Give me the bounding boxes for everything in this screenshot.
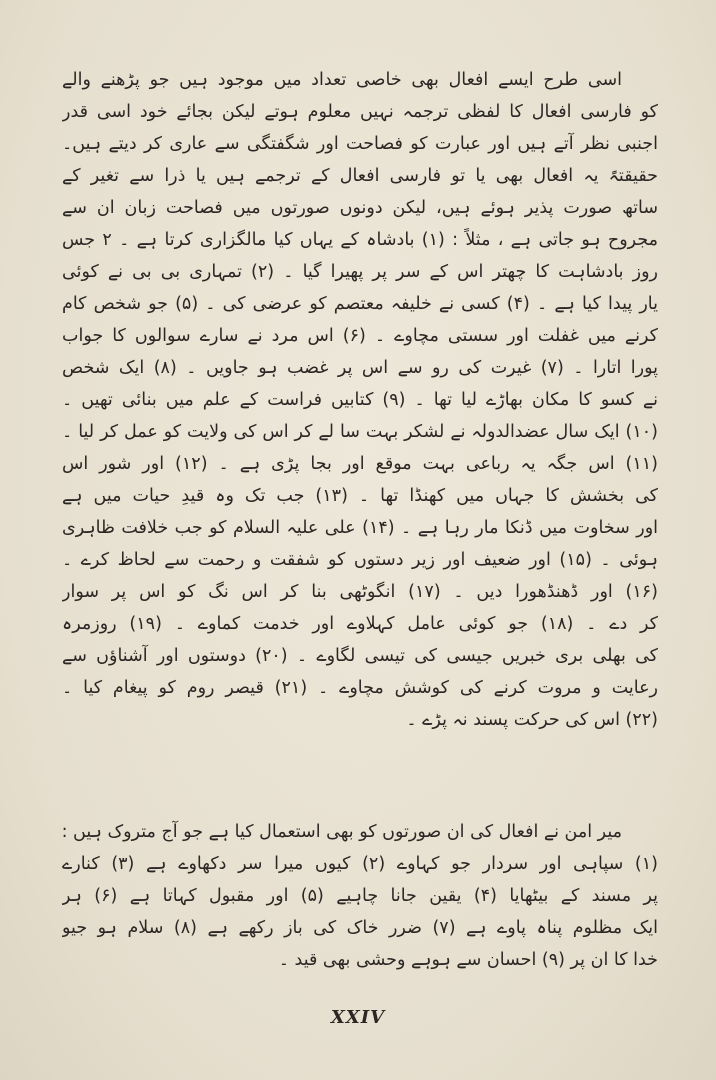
text-line: اور سخاوت میں ڈنکا مار رہا ہے ۔ (۱۴) علی علیہ السلام کو جب خلافت ظاہری	[62, 518, 658, 538]
text-line: کر دے ۔ (۱۸) جو کوئی عامل کہلاوے اور خدمت کماوے ۔ (۱۹) روزمرہ	[62, 614, 658, 634]
text-line: ہوئی ۔ (۱۵) اور ضعیف اور زیر دستوں کو شفقت و رحمت سے لحاظ کرے ۔	[62, 550, 658, 570]
page-number: XXIV	[330, 1007, 386, 1028]
text-line: یار پیدا کیا ہے ۔ (۴) کسی نے خلیفہ معتصم کو عرضی کی ۔ (۵) جو شخص کام	[62, 294, 658, 314]
text-line: روز بادشاہت کا چھتر اس کے سر پر پھیرا گیا ۔ (۲) تمہاری بی بی نے کوئی	[62, 262, 658, 282]
paragraph-1	[62, 64, 658, 736]
text-line: میر امن نے افعال کی ان صورتوں کو بھی استعمال کیا ہے جو آج متروک ہیں :	[62, 822, 622, 842]
text-line: کی بھلی بری خبریں جیسی کی تیسی لگاوے ۔ (۲۰) دوستوں اور آشناؤں سے	[62, 646, 658, 666]
text-line: کرنے میں غفلت اور سستی مچاوے ۔ (۶) اس مرد نے سارے سوالوں کا جواب	[62, 326, 658, 346]
text-line: کی بخشش کا جہاں میں کھنڈا تھا ۔ (۱۳) جب تک وہ قیدِ حیات میں ہے	[62, 486, 658, 506]
text-line: رعایت و مروت کرنے کی کوشش مچاوے ۔ (۲۱) قیصر روم کو پیغام کیا ۔	[62, 678, 658, 698]
text-line: حقیقتہً یہ افعال بھی یا تو فارسی افعال کے ترجمے ہیں یا ذرا سے تغیر کے	[62, 166, 658, 186]
text-line: (۱) سپاہی اور سردار جو کہاوے (۲) کیوں میرا سر دکھاوے ہے (۳) کنارے	[62, 854, 658, 874]
text-line: (۲۲) اس کی حرکت پسند نہ پڑے ۔	[406, 710, 658, 730]
paragraph-2	[62, 816, 658, 976]
text-line: مجروح ہو جاتی ہے ، مثلاً : (۱) بادشاہ کے یہاں کیا مالگزاری کرتا ہے ۔ ۲ جس	[62, 230, 658, 250]
text-line: اجنبی نظر آتے ہیں اور عبارت کو فصاحت اور شگفتگی سے عاری کر دیتے ہیں۔	[62, 134, 658, 154]
text-line: پر مسند کے بیٹھایا (۴) یقین جانا چاہیے (۵) اور مقبول کہاتا ہے (۶) ہر	[62, 886, 658, 906]
text-line: اسی طرح ایسے افعال بھی خاصی تعداد میں موجود ہیں جو پڑھنے والے	[62, 70, 622, 90]
text-line: پورا اتارا ۔ (۷) غیرت کی رو سے اس پر غضب ہو جاویں ۔ (۸) ایک شخص	[62, 358, 658, 378]
text-line: (۱۶) اور ڈھنڈھورا دیں ۔ (۱۷) انگوٹھی بنا کر اس نگ کو اس پر سوار	[62, 582, 658, 602]
text-line: نے کسو کا مکان بھاڑے لیا تھا ۔ (۹) کتابیں فراست کے علم میں بنائی تھیں ۔	[62, 390, 658, 410]
text-line: کو فارسی افعال کا لفظی ترجمہ نہیں معلوم ہوتے لیکن بجائے خود اسی قدر	[62, 102, 658, 122]
text-line: ساتھ صورت پذیر ہوئے ہیں، لیکن دونوں صورتوں میں فصاحت زبان ان سے	[62, 198, 658, 218]
text-line: خدا کا ان پر (۹) احسان سے ہوہے وحشی بھی قید ۔	[278, 950, 658, 970]
text-line: ایک مظلوم پناہ پاوے ہے (۷) ضرر خاک کی باز رکھے ہے (۸) سلام ہو جیو	[62, 918, 658, 938]
text-line: (۱۰) ایک سال عضدالدولہ نے لشکر بہت سا لے کر اس کی ولایت کو عمل کر لیا ۔	[62, 422, 658, 442]
text-line: (۱۱) اس جگہ یہ رباعی بہت موقع اور بجا پڑی ہے ۔ (۱۲) اور شور اس	[62, 454, 658, 474]
